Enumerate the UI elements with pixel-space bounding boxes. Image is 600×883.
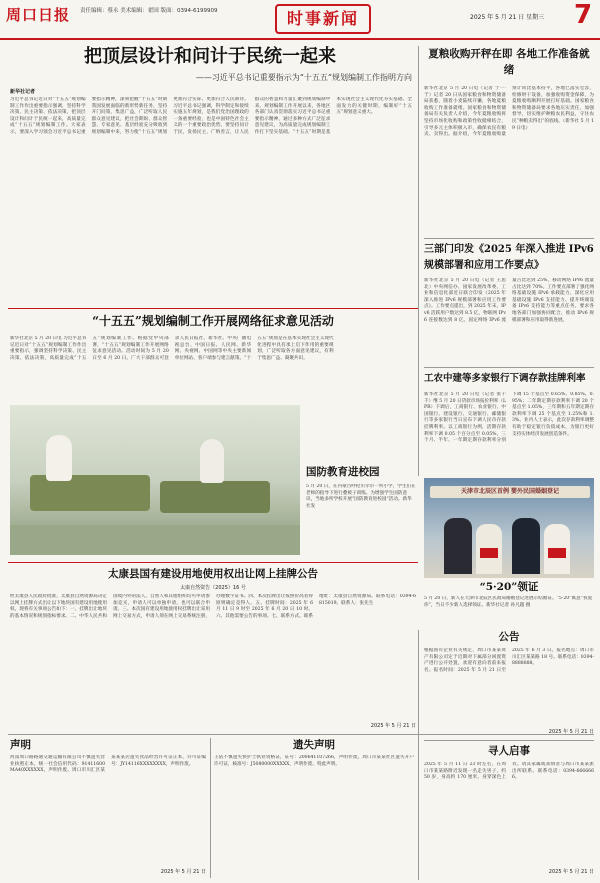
- issue-date: 2025 年 5 月 21 日 星期三: [470, 14, 545, 21]
- editor-credits: 责任编辑：蔡永 美术编辑：翟国 版面：0394-6199909: [80, 8, 218, 14]
- person-figure-1: [444, 518, 472, 574]
- notice3-headline-box: [214, 738, 414, 752]
- divider-a5-top: [8, 308, 418, 309]
- notice4-date-box: [508, 728, 594, 736]
- wedding-photo: [424, 478, 594, 578]
- notice1-title: 太康县国有建设用地使用权出让网上挂牌公告: [108, 568, 318, 580]
- folded-quilt-2: [160, 481, 270, 513]
- wedding-caption: 5 月 20 日，新人在天津市北辰区民政局婚姻登记处展示结婚证。“5·20”寓意“我爱你”，当日不少新人选择领证。新华社记者 孙凡越 摄: [424, 596, 593, 608]
- article4-body: 新华社北京 5 月 20 日电（记者 张千千）继 5 月 20 日贷款市场报价利率（LPR）下调后，工商银行、农业银行、中国银行、建设银行、交通银行、邮储银行等多家银行当日宣布下调人民币存款挂牌利率。以工商银行为例，活期存款利率下调 0.05 个百分点至 0.05%，三个月、半年、一年期定期存款利率分别下调 15 个基点至 0.65%、0.85%、0.95%；二年期定期存款利率下调 20 个基点至 1.05%，三年期和五年期定期存款利率下调 25 个基点至 1.25%和 1.3%。业内人士表示，此次存款利率调整有助于稳定银行负债成本，为银行更好支持实体经济发展创造条件。: [424, 392, 594, 444]
- notice1-body: 经太康县人民政府批准，太康县自然资源局决定以网上挂牌方式出让以下地块国有建设用地使用权。现将有关事项公告如下：一、挂牌出让地块的基本情况和规划指标要求。二、中华人民共和国境内外的法人、自然人和其他组织均可申请参加竞买，申请人可以单独申请，也可以联合申请。三、本次国有建设用地使用权挂牌出让采用网上交易方式，申请人须在网上交易系统注册，办理数字证书。四、本次挂牌出让按照价高者得原则确定竞得人。五、挂牌时间：2025 年 6 月 11 日 9 时至 2025 年 6 月 20 日 10 时。六、其他需要公告的事项。七、联系方式。联系地址：太康县自然资源局。联系电话：0394-6815019。联系人：张先生: [10, 594, 416, 619]
- notice1-headline-box: [10, 567, 416, 583]
- person-figure-3: [512, 518, 540, 574]
- divider-notice2: [210, 738, 211, 878]
- masthead: [0, 0, 600, 40]
- article3-body: 新华社北京 5 月 20 日电（记者 王思北）中央网信办、国家发展改革委、工业和信息化部近日联合印发《2025 年深入推进 IPv6 规模部署和应用工作要点》。工作要点提出，到 2025 年末，IPv6 活跃用户数达到 8.5 亿，物联网 IPv6 连接数达到 8 亿，固定网络 IPv6 流量占比达到 25%，移动网络 IPv6 流量占比达到 70%。工作要点部署了强化网络基础设施 IPv6 承载能力、深化应用基础设施 IPv6 支持能力、提升终端设备 IPv6 支持能力等重点任务，要求各地各部门加强协同配合，推动 IPv6 规模部署和应用取得新进展。: [424, 278, 594, 323]
- notice3-title: 遗失声明: [293, 739, 335, 751]
- notice5-body: 2025 年 5 月 11 日 23 时左右，在周口市某某路附近发现一名走失男子，约 50 岁，身高约 170 厘米，身穿深色上衣。请其家属或知情者与周口市某某派出所联系。联系电话：0394-6666666。: [424, 762, 594, 781]
- notice2-title: 声明: [10, 739, 31, 751]
- notice5-title: 寻人启事: [488, 745, 530, 757]
- student-figure-1: [46, 435, 72, 481]
- article2-headline: 夏粮收购开秤在即 各地工作准备就绪: [428, 48, 590, 76]
- notice5-date: 2025 年 5 月 21 日: [548, 869, 594, 875]
- notice4-title: 公告: [498, 631, 520, 643]
- divider-notices: [8, 562, 418, 563]
- certificate-1: [480, 548, 498, 558]
- wedding-title-box: [424, 580, 594, 594]
- divider-notice4: [424, 740, 594, 741]
- article5-body: 新华社北京 5 月 20 日电 习近平总书记近日对“十五五”规划编制工作作出重要指示，强调坚持科学决策、民主决策、依法决策，高质量完成“十五五”规划编制工作。根据党中央部署，“十五五”规划编制工作开展网络征求意见活动。活动时间为 5 月 20 日至 6 月 20 日。广大干部群众可登录人民日报社、新华社、中央广播电视总台、中国日报、人民网、新华网、央视网、中国网等中央主要新闻单位网站、客户端参与建言献策。“十五五”规划是在基本实现社会主义现代化进程中具有承上启下作用的重要规划，广泛听取各方面意见建议，有利于集思广益、凝聚共识。: [10, 336, 334, 361]
- table-surface: [10, 525, 300, 555]
- column-divider: [418, 46, 419, 476]
- photo1-caption: 5 月 20 日，在内蒙古呼伦贝尔市一所小学，学生们在老师的指导下进行叠被子训练。为增强学生国防意识，当地多所学校开展“国防教育进校园”活动。新华社发: [306, 484, 416, 509]
- divider-right-bottom: [418, 630, 419, 880]
- lead-subtitle: ——习近平总书记重要指示为“十五五”规划编制工作指明方向: [195, 73, 412, 82]
- lead-subtitle-box: [8, 72, 412, 84]
- lead-body: 习近平总书记近日对“十五五”规划编制工作作出重要指示强调，坚持科学决策、民主决策、依法决策，把顶层设计和问计于民统一起来，高质量完成“十五五”规划编制工作。大家表示，要深入学习领会习近平总书记重要指示精神，深刻把握“十五五”时期我国发展面临的新形势新任务，坚持开门问策，集思广益，广泛听取人民群众意见建议，把社会期盼、群众智慧、专家意见、基层经验充分吸收到规划编制中来，努力使“十五五”规划更加符合实际、更加符合人民期待。习近平总书记强调，科学制定和接续实施五年规划，是我们党治国理政的一条重要经验，也是中国特色社会主义的一个重要政治优势。要坚持问计于民，发扬民主，广纳善言，让人民群众的智慧和力量汇聚到规划编制中来。规划编制工作开展以来，各地区各部门认真贯彻落实习近平总书记重要指示精神，通过多种方式广泛征求意见建议，为高质量完成规划编制工作打下坚实基础。“十五五”时期是基本实现社会主义现代化夯实基础、全面发力的关键时期，编制好“十五五”规划意义重大。: [10, 97, 412, 135]
- notice2-body: 河南周口路路通交通运输有限公司不慎遗失营业执照正本，统一社会信用代码：91411600MA40XXXXXX，声明作废。周口市川汇区某某某某店遗失食品经营许可证正本，许可证编号：JY14116XXXXXXXX，声明作废。: [10, 755, 206, 774]
- wedding-caption-title: “5·20”领证: [479, 581, 539, 593]
- notice4-headline-box: [424, 630, 594, 644]
- divider-bottom: [8, 734, 594, 735]
- page-number: 7: [574, 0, 593, 30]
- article4-headline-box: [424, 372, 594, 388]
- notice5-date-box: [508, 868, 594, 876]
- notice1-date-box: [330, 722, 416, 730]
- photo1-title: 国防教育进校园: [306, 466, 380, 478]
- notice2-date: 2025 年 5 月 21 日: [160, 869, 206, 875]
- certificate-2: [548, 548, 566, 558]
- article4-headline: 工农中建等多家银行下调存款挂牌利率: [424, 373, 586, 384]
- notice2-headline-box: [10, 738, 110, 752]
- article2-body: 新华社北京 5 月 20 日电（记者 于一·于）记者 20 日从国家粮食和物资储备局获悉，随着小麦陆续开镰，各地夏粮收购工作准备就绪。国家粮食和物资储备局有关负责人介绍，今年夏粮收购将坚持市场化收购和政策性收储相结合，引导多元主体积极入市，确保农民有粮卖、卖得出。据介绍，今年夏粮收购量预计同比基本持平，各地已落实仓容，检修烘干设备，加强收购资金保障，为夏粮收购顺利开展打好基础。国家粮食和物资储备局要求各地压实责任，加强督导，切实维护种粮农民利益，守住农民“种粮卖得出”的底线。（新华社 5 月 19 日电）: [424, 86, 594, 138]
- notice4-date: 2025 年 5 月 21 日: [548, 729, 594, 735]
- notice1-number-box: [10, 584, 416, 592]
- notice3-body: 王依不慎遗失快护士执业资格证，证号：200641107266，声明作废。周口市某某社区遗失开户许可证，核准号：J5080000XXXXX，声明作废。特此声明。: [214, 755, 414, 767]
- notice1-number: 太康自然资告（2025）16 号: [180, 585, 246, 591]
- divider-a3: [424, 367, 594, 368]
- article2-headline-box: [424, 46, 594, 80]
- newspaper-logo: 周口日报: [6, 6, 71, 24]
- article3-headline-box: [424, 242, 594, 276]
- lead-headline-box: [8, 46, 412, 70]
- school-photo: [10, 405, 300, 555]
- article5-headline: “十五五”规划编制工作开展网络征求意见活动: [92, 314, 334, 328]
- article3-headline: 三部门印发《2025 年深入推进 IPv6 规模部署和应用工作要点》: [424, 244, 594, 271]
- photo-banner: 天津市北辰区首例 婴外民国婚姻登记: [430, 486, 590, 498]
- lead-headline: 把顶层设计和问计于民统一起来: [84, 46, 336, 67]
- section-title: 时事新闻: [275, 4, 371, 34]
- notice2-date-box: [120, 868, 206, 876]
- notice1-date: 2025 年 5 月 21 日: [370, 723, 416, 729]
- divider-a2: [424, 238, 594, 239]
- photo1-title-box: [306, 465, 416, 479]
- notice4-body: 根据国有企业有关规定，周口市某某资产有限公司定于近期对下属部分闲置资产进行公开处置，欢迎有意向者前来报名。报名时间：2025 年 5 月 21 日至 2025 年 6 月 3 日。报名地点：周口市川汇区某某路 18 号。联系电话：0394-8888888。: [424, 648, 594, 673]
- notice5-headline-box: [424, 744, 594, 758]
- student-figure-2: [200, 439, 224, 483]
- article5-headline-box: [10, 313, 416, 331]
- lead-byline-box: [10, 88, 70, 96]
- lead-byline: 新华社记者: [10, 89, 36, 95]
